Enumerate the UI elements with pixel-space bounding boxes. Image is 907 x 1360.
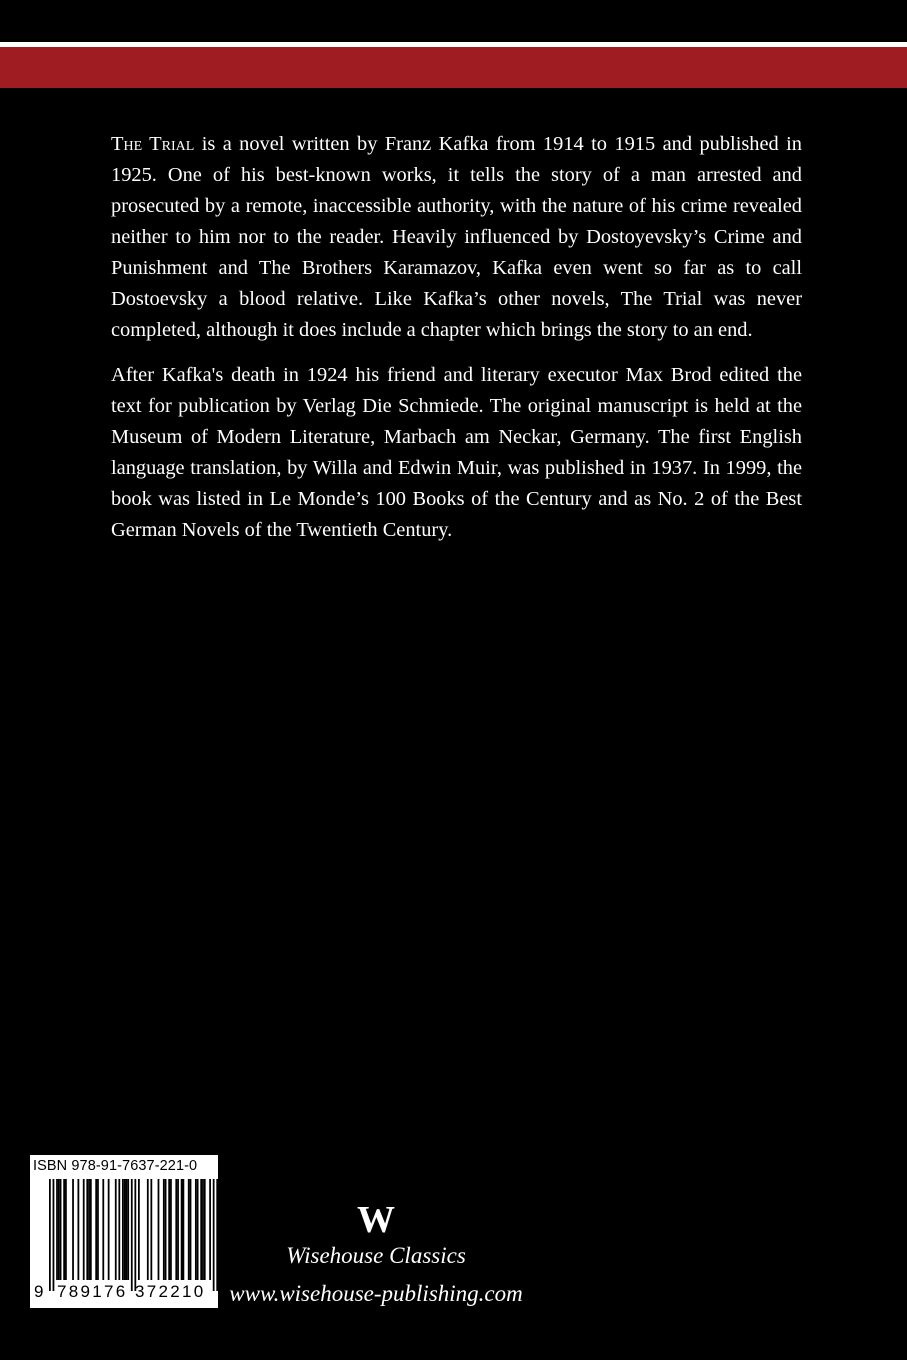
barcode-bar: [195, 1179, 197, 1280]
book-title: The Trial: [111, 133, 195, 155]
barcode-bar: [177, 1179, 179, 1280]
publisher-url: www.wisehouse-publishing.com: [229, 1281, 523, 1306]
barcode-bar: [124, 1179, 126, 1280]
barcode-bar: [170, 1179, 172, 1280]
barcode-bar: [147, 1179, 149, 1280]
blurb-paragraph-2: After Kafka's death in 1924 his friend and literary executor Max Brod edited the text for publication by Verlag Die Schmiede. The original manuscript is held at the Museum of Modern Literature, Marbach am Neckar, Germany. The first English language translation, by Willa and Edwin Muir, was published in 1937. In 1999, the book was listed in Le Monde’s 100 Books of the Century and as No. 2 of the Best German Novels of the Twentieth Century.: [111, 364, 802, 541]
blurb-text: [111, 129, 802, 560]
barcode-bar: [127, 1179, 129, 1280]
barcode-bar: [60, 1179, 62, 1280]
barcode-bar: [65, 1179, 67, 1280]
barcode-bar: [108, 1179, 110, 1280]
barcode-bar: [72, 1179, 74, 1280]
barcode-digits: [30, 1280, 218, 1306]
isbn-barcode-box: [30, 1155, 218, 1308]
barcode-bar: [150, 1179, 152, 1280]
barcode-bar: [188, 1179, 190, 1280]
barcode-bar: [204, 1179, 206, 1280]
barcode-bar: [168, 1179, 170, 1280]
barcode-bar: [88, 1179, 90, 1280]
publisher-block: [226, 1199, 526, 1308]
barcode-bar: [126, 1179, 128, 1280]
barcode-bar: [95, 1179, 97, 1280]
barcode-bar: [49, 1179, 51, 1291]
barcode-bar: [183, 1179, 185, 1280]
barcode-bar: [102, 1179, 104, 1280]
barcode-bar: [134, 1179, 136, 1291]
barcode-digits-right: 372210: [135, 1282, 206, 1301]
barcode-bar: [181, 1179, 183, 1280]
barcode-bar: [115, 1179, 117, 1280]
barcode-bar: [53, 1179, 55, 1291]
barcode-bar: [209, 1179, 211, 1280]
barcode-bar: [200, 1179, 202, 1280]
blurb-paragraph-1-text: is a novel written by Franz Kafka from 1914 to 1915 and published in 1925. One of his best-known works, it tells the story of a man arrested and prosecuted by a remote, inaccessible authority, with the nature of his crime revealed neither to him nor to the reader. Heavily influenced by Dostoyevsky’s Crime and Punishment and The Brothers Karamazov, Kafka even went so far as to call Dostoevsky a blood relative. Like Kafka’s other novels, The Trial was never completed, although it does include a chapter which brings the story to an end.: [111, 133, 802, 341]
barcode-bar: [58, 1179, 60, 1280]
barcode-bar: [213, 1179, 215, 1291]
barcode-bar: [118, 1179, 120, 1280]
barcode-bar: [175, 1179, 177, 1280]
barcode-digit-first: 9: [34, 1282, 44, 1301]
top-edge: [0, 0, 907, 42]
barcode-bar: [165, 1179, 167, 1280]
barcode-bar: [216, 1179, 218, 1291]
barcode-bar: [86, 1179, 88, 1280]
barcode-bar: [190, 1179, 192, 1280]
barcode-bar: [158, 1179, 160, 1280]
barcode-bar: [97, 1179, 99, 1280]
barcode-bar: [122, 1179, 124, 1280]
barcode-bar: [90, 1179, 92, 1280]
red-band: [0, 47, 907, 88]
barcode-bar: [202, 1179, 204, 1280]
barcode-bar: [138, 1179, 140, 1280]
isbn-label: ISBN 978-91-7637-221-0: [33, 1158, 198, 1174]
barcode-bar: [197, 1179, 199, 1280]
barcode-digits-left: 789176: [57, 1282, 128, 1301]
blurb-paragraph-1: [111, 129, 802, 346]
barcode-bar: [63, 1179, 65, 1280]
barcode-bar: [77, 1179, 79, 1280]
publisher-name: Wisehouse Classics: [286, 1243, 466, 1268]
barcode-bar: [131, 1179, 133, 1291]
barcode-bar: [56, 1179, 58, 1280]
publisher-logo: W: [357, 1199, 395, 1241]
barcode-bar: [83, 1179, 85, 1280]
barcode-bar: [163, 1179, 165, 1280]
